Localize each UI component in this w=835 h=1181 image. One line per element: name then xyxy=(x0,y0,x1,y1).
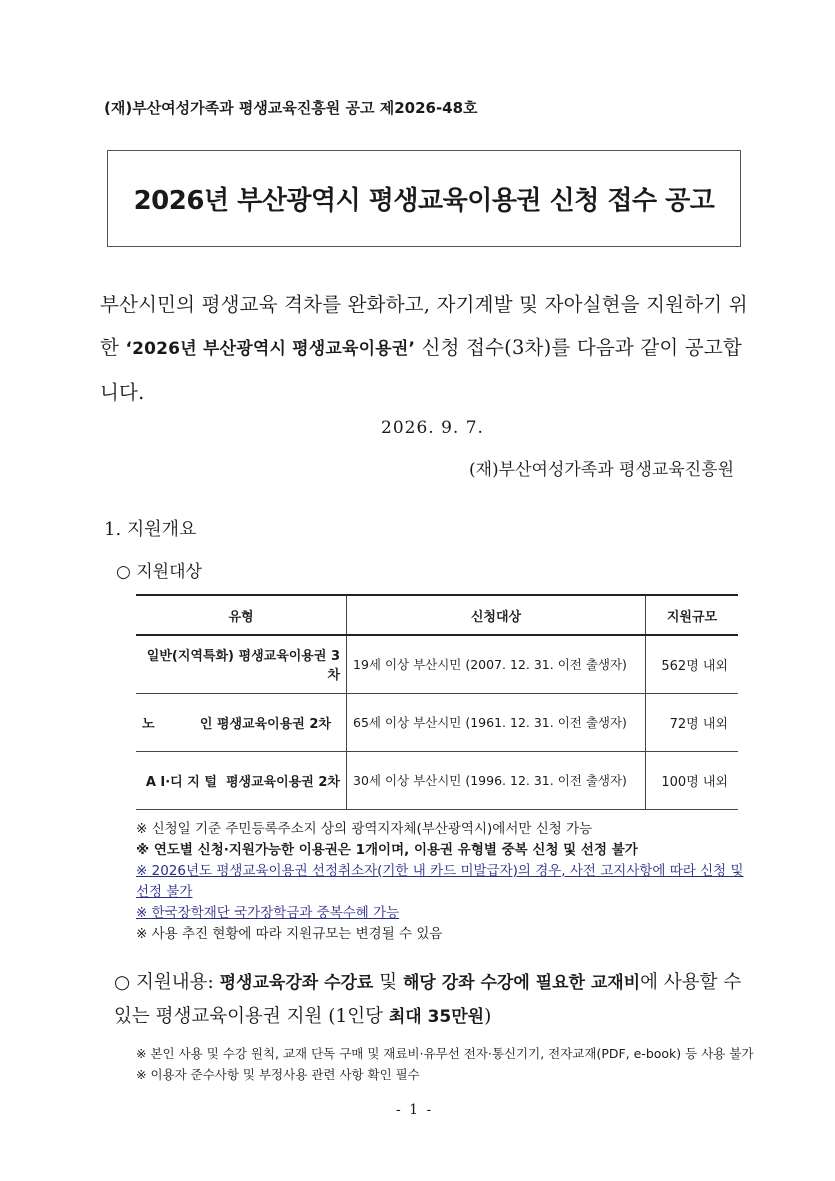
note-item: ※ 본인 사용 및 수강 원칙, 교재 단독 구매 및 재료비·유무선 전자·통신기기, 전자교재(PDF, e-book) 등 사용 불가 xyxy=(136,1046,754,1061)
page-title: 2026년 부산광역시 평생교육이용권 신청 접수 공고 xyxy=(133,186,715,216)
cell-scale: 562명 내외 xyxy=(646,635,739,693)
cell-target: 19세 이상 부산시민 (2007. 12. 31. 이전 출생자) xyxy=(347,635,646,693)
cell-target: 30세 이상 부산시민 (1996. 12. 31. 이전 출생자) xyxy=(347,751,646,809)
note-item: ※ 사용 추진 현황에 따라 지원규모는 변경될 수 있음 xyxy=(136,926,443,942)
table-row xyxy=(136,751,738,809)
notice-date: 2026. 9. 7. xyxy=(381,418,484,438)
note-item: ※ 연도별 신청·지원가능한 이용권은 1개이며, 이용권 유형별 중복 신청 및 선정 불가 xyxy=(136,842,638,858)
intro-text-2: 신청 접수(3차)를 다음과 같이 공고합니다. xyxy=(100,336,742,404)
content-suffix: ) xyxy=(484,1006,492,1027)
column-header-target: 신청대상 xyxy=(347,595,646,635)
note-item: ※ 신청일 기준 주민등록주소지 상의 광역지자체(부산광역시)에서만 신청 가능 xyxy=(136,821,593,837)
note-item: ※ 한국장학재단 국가장학금과 중복수혜 가능 xyxy=(136,905,400,921)
organization-name: (재)부산여성가족과 평생교육진흥원 xyxy=(469,460,734,480)
cell-type: 일반(지역특화) 평생교육이용권 3차 xyxy=(146,649,340,684)
intro-paragraph xyxy=(100,283,750,414)
support-target-table xyxy=(136,594,738,810)
column-header-type: 유형 xyxy=(228,609,254,625)
page-number: - 1 - xyxy=(396,1102,434,1118)
cell-type: A I·디 지 털 평생교육이용권 2차 xyxy=(145,774,340,790)
support-content xyxy=(114,966,754,1034)
cell-scale: 72명 내외 xyxy=(646,693,739,751)
table-row xyxy=(136,693,738,751)
table-row xyxy=(136,635,738,693)
content-mid-1: 및 xyxy=(373,972,403,993)
intro-text-1: 부산시민의 평생교육 격차를 완화하고, 자기계발 및 자아실현을 지원하기 위한 xyxy=(100,293,748,359)
content-bold-3: 최대 35만원 xyxy=(388,1007,485,1027)
cell-type: 노 인 평생교육이용권 2차 xyxy=(142,716,331,732)
column-header-scale: 지원규모 xyxy=(646,595,739,635)
cell-target: 65세 이상 부산시민 (1961. 12. 31. 이전 출생자) xyxy=(347,693,646,751)
table-header-row xyxy=(136,595,738,635)
note-item: ※ 2026년도 평생교육이용권 선정취소자(기한 내 카드 미발급자)의 경우, 사전 고지사항에 따라 신청 및 선정 불가 xyxy=(136,863,744,900)
content-mid-2: 에 사용할 수 있는 평생교육이용권 지원 (1인당 xyxy=(114,972,742,1027)
note-item: ※ 이용자 준수사항 및 부정사용 관련 사항 확인 필수 xyxy=(136,1067,420,1082)
target-heading: ○ 지원대상 xyxy=(116,562,202,582)
content-notes xyxy=(136,1043,756,1085)
intro-emphasis: ‘2026년 부산광역시 평생교육이용권’ xyxy=(125,339,416,359)
title-box xyxy=(107,150,741,247)
section-heading: 1. 지원개요 xyxy=(104,519,197,540)
content-prefix: ○ 지원내용: xyxy=(114,972,220,993)
content-bold-2: 해당 강좌 수강에 필요한 교재비 xyxy=(402,973,641,993)
notice-number: (재)부산여성가족과 평생교육진흥원 공고 제2026-48호 xyxy=(104,99,478,117)
cell-scale: 100명 내외 xyxy=(646,751,739,809)
target-notes xyxy=(136,819,756,945)
content-bold-1: 평생교육강좌 수강료 xyxy=(219,973,374,993)
